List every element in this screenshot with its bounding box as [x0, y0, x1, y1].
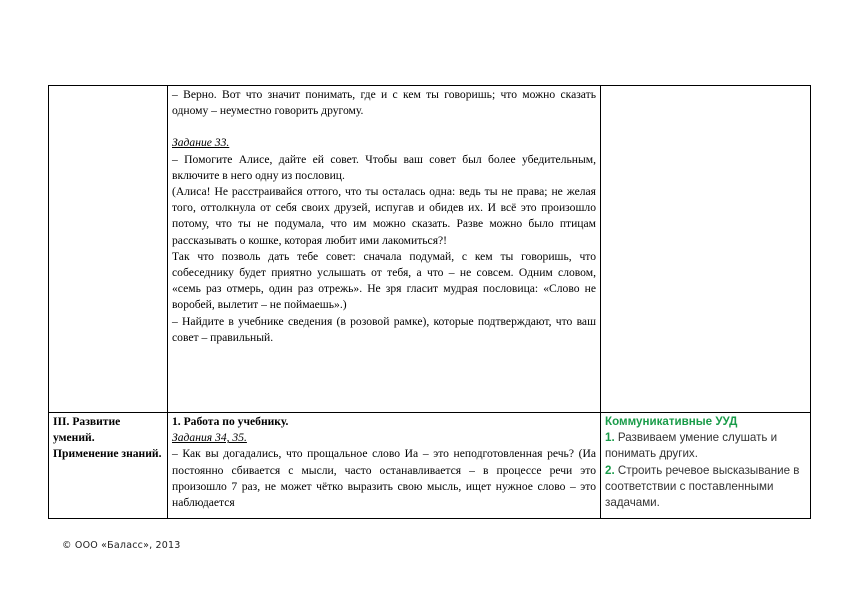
uud-item [605, 430, 806, 462]
uud-item-number: 2. [605, 463, 615, 477]
stage-label: III. Развитие умений. Применение знаний. [53, 415, 162, 461]
paragraph: (Алиса! Не расстраивайся оттого, что ты осталась одна: ведь ты не права; не желая того, оттолкнула от себя своих друзей, испугав и обидев их. И всё это произошло потому, что ты не подумала, что им можно сказать. Разве можно было птицам рассказывать о кошке, которая любит ими лакомиться?! [172, 185, 596, 247]
uud-cell [601, 413, 811, 519]
content-cell [168, 86, 601, 413]
copyright-footer: © ООО «Баласс», 2013 [62, 540, 181, 551]
paragraph: – Помогите Алисе, дайте ей совет. Чтобы ваш совет был более убедительным, включите в него одну из пословиц. [172, 152, 596, 182]
stage-cell [49, 413, 168, 519]
uud-title: Коммуникативные УУД [605, 415, 738, 428]
task-33-label: Задание 33. [172, 136, 230, 150]
paragraph: – Найдите в учебнике сведения (в розовой рамке), которые подтверждают, что ваш совет – правильный. [172, 314, 596, 344]
lesson-plan-table [48, 85, 811, 519]
paragraph: – Как вы догадались, что прощальное слово Иа – это неподготовленная речь? (Иа постоянно сбивается с мысли, часто останавливается – в процессе речи это произошло 7 раз, не может чётко выразить свою мысль, ищет нужное слово – это наблюдается [172, 447, 596, 510]
work-label: 1. Работа по учебнику. [172, 415, 289, 428]
stage-cell-empty [49, 86, 168, 413]
uud-item [605, 463, 806, 512]
content-cell [168, 413, 601, 519]
task-34-35-label: Задания 34, 35. [172, 431, 247, 445]
uud-item-text: Развиваем умение слушать и понимать других. [605, 431, 778, 461]
uud-item-text: Строить речевое высказывание в соответствии с поставленными задачами. [605, 463, 800, 510]
uud-item-number: 1. [605, 431, 615, 445]
table-row [49, 413, 811, 519]
paragraph: Так что позволь дать тебе совет: сначала подумай, с кем ты говоришь, что собеседнику будет приятно услышать от тебя, а что – не совсем. Одним словом, «семь раз отмерь, один раз отрежь». Не зря гласит мудрая пословица: «Слово не воробей, вылетит – не поймаешь».) [172, 249, 596, 312]
paragraph: – Верно. Вот что значит понимать, где и с кем ты говоришь; что можно сказать одному – неуместно говорить другому. [172, 88, 596, 118]
table-row [49, 86, 811, 413]
uud-cell-empty [601, 86, 811, 413]
